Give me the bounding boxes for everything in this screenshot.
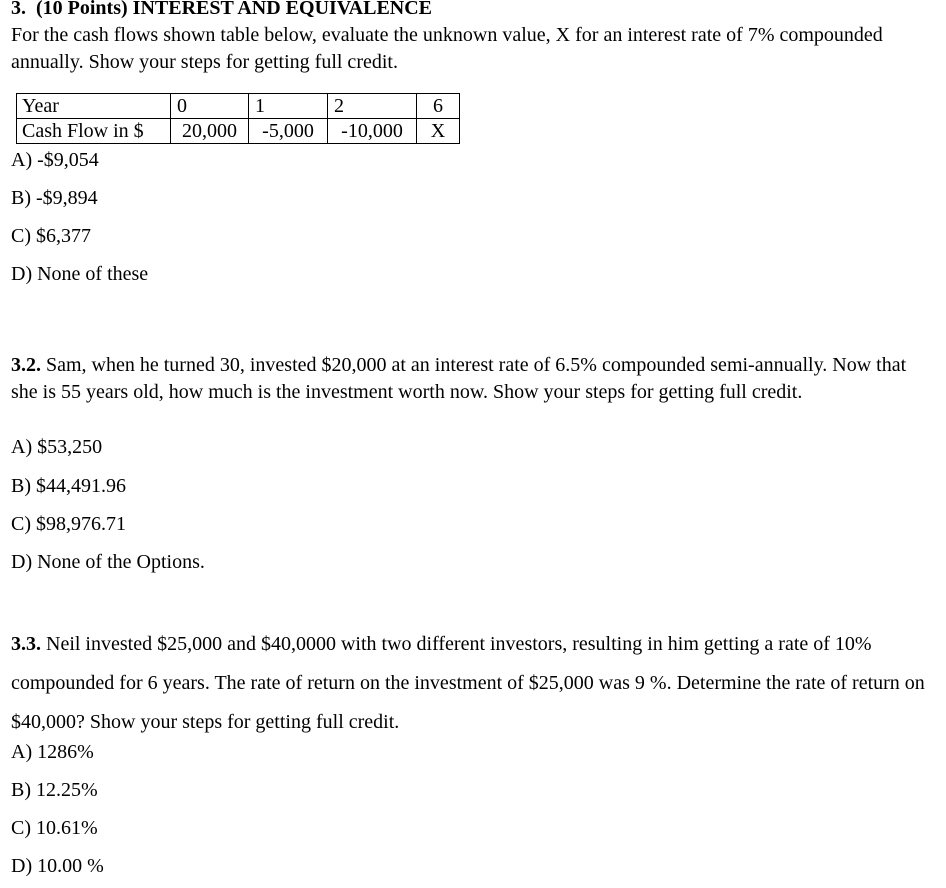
table-row-year [17, 94, 460, 119]
question-3-3-text: Neil invested $25,000 and $40,0000 with two different investors, resulting in him getting a rate of 10% compounded for 6 years. The rate of return on the investment of $25,000 was 9 %. Determine the rate of return on $40,000? Show your steps for getting full credit. [11, 633, 925, 733]
question-3-3-option-a: A) 1286% [11, 741, 94, 763]
cash-flow-table [16, 93, 460, 144]
question-3-2-prompt [11, 352, 926, 406]
table-cell: 6 [417, 94, 460, 119]
table-cell: 2 [328, 94, 417, 119]
question-3-prompt: For the cash flows shown table below, evaluate the unknown value, X for an interest rate of 7% compounded annually. Show your steps for getting full credit. [11, 24, 883, 73]
table-cell: Cash Flow in $ [17, 119, 171, 144]
table-cell: 1 [249, 94, 328, 119]
question-3-3-option-c: C) 10.61% [11, 817, 98, 839]
question-3-2-option-a: A) $53,250 [11, 436, 103, 458]
question-3-2-option-b: B) $44,491.96 [11, 475, 126, 497]
question-3-option-d: D) None of these [11, 263, 149, 285]
question-3-heading [11, 0, 432, 20]
question-3-option-c: C) $6,377 [11, 225, 91, 247]
table-row-cash-flow [17, 119, 460, 144]
question-3-2-option-d: D) None of the Options. [11, 551, 205, 573]
question-3-option-b: B) -$9,894 [11, 187, 98, 209]
question-3-3-option-d: D) 10.00 % [11, 855, 104, 877]
table-cell: -10,000 [328, 119, 417, 144]
question-3-title: (10 Points) INTEREST AND EQUIVALENCE [36, 0, 433, 19]
question-3-3-label: 3.3. [11, 633, 41, 655]
question-3-2-option-c: C) $98,976.71 [11, 513, 126, 535]
question-3-number: 3. [11, 0, 26, 19]
table-cell: 0 [171, 94, 249, 119]
question-3-2-label: 3.2. [11, 354, 41, 376]
question-3-3-prompt [11, 625, 926, 742]
table-cell: Year [17, 94, 171, 119]
question-3-2-text: Sam, when he turned 30, invested $20,000 at an interest rate of 6.5% compounded semi-annually. Now that she is 55 years old, how much is the investment worth now. Show your steps for getting full credit. [11, 354, 907, 403]
question-3-option-a: A) -$9,054 [11, 149, 99, 171]
table-cell: X [417, 119, 460, 144]
table-cell: -5,000 [249, 119, 328, 144]
question-3-3-option-b: B) 12.25% [11, 779, 98, 801]
table-cell: 20,000 [171, 119, 249, 144]
